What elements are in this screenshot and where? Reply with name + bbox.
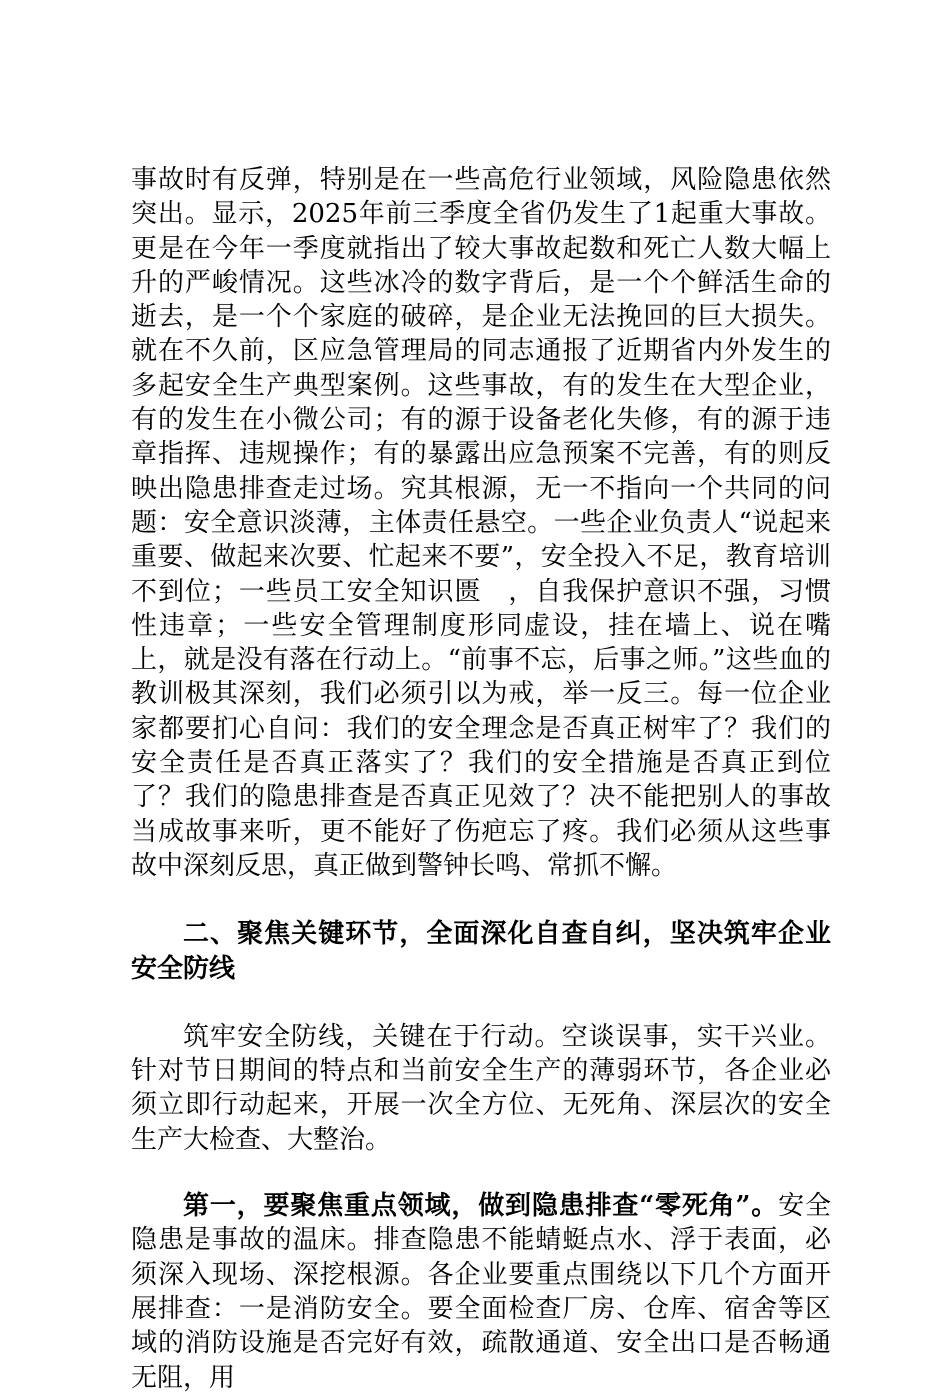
document-body (131, 163, 831, 1395)
paragraph-point-one (131, 1189, 831, 1395)
paragraph-section-intro (131, 1020, 831, 1157)
point-one-body: 安全隐患是事故的温床。排查隐患不能蜻蜓点水、浮于表面，必须深入现场、深挖根源。各企业要重点围绕以下几个方面开展排查：一是消防安全。要全面检查厂房、仓库、宿舍等区域的消防设施是否完好有效，疏散通道、安全出口是否畅通无阻，用 (131, 1191, 831, 1393)
paragraph-section-intro-text: 筑牢安全防线，关键在于行动。空谈误事，实干兴业。针对节日期间的特点和当前安全生产的薄弱环节，各企业必须立即行动起来，开展一次全方位、无死角、深层次的安全生产大检查、大整治。 (131, 1021, 831, 1155)
point-one-lead: 第一，要聚焦重点领域，做到隐患排查“零死角”。 (183, 1191, 779, 1222)
section-heading-2: 二、聚焦关键环节，全面深化自查自纠，坚决筑牢企业安全防线 (131, 919, 831, 984)
paragraph-continuation: 事故时有反弹，特别是在一些高危行业领域，风险隐患依然突出。显示，2025年前三季度全省仍发生了1起重大事故。更是在今年一季度就指出了较大事故起数和死亡人数大幅上升的严峻情况。这些冰冷的数字背后，是一个个鲜活生命的逝去，是一个个家庭的破碎，是企业无法挽回的巨大损失。就在不久前，区应急管理局的同志通报了近期省内外发生的多起安全生产典型案例。这些事故，有的发生在大型企业，有的发生在小微公司；有的源于设备老化失修，有的源于违章指挥、违规操作；有的暴露出应急预案不完善，有的则反映出隐患排查走过场。究其根源，无一不指向一个共同的问题：安全意识淡薄，主体责任悬空。一些企业负责人“说起来重要、做起来次要、忙起来不要”，安全投入不足，教育培训不到位；一些员工安全知识匮 ，自我保护意识不强，习惯性违章；一些安全管理制度形同虚设，挂在墙上、说在嘴上，就是没有落在行动上。“前事不忘，后事之师。”这些血的教训极其深刻，我们必须引以为戒，举一反三。每一位企业家都要扪心自问：我们的安全理念是否真正树牢了？我们的安全责任是否真正落实了？我们的安全措施是否真正到位了？我们的隐患排查是否真正见效了？决不能把别人的事故当成故事来听，更不能好了伤疤忘了疼。我们必须从这些事故中深刻反思，真正做到警钟长鸣、常抓不懈。 (131, 165, 831, 881)
